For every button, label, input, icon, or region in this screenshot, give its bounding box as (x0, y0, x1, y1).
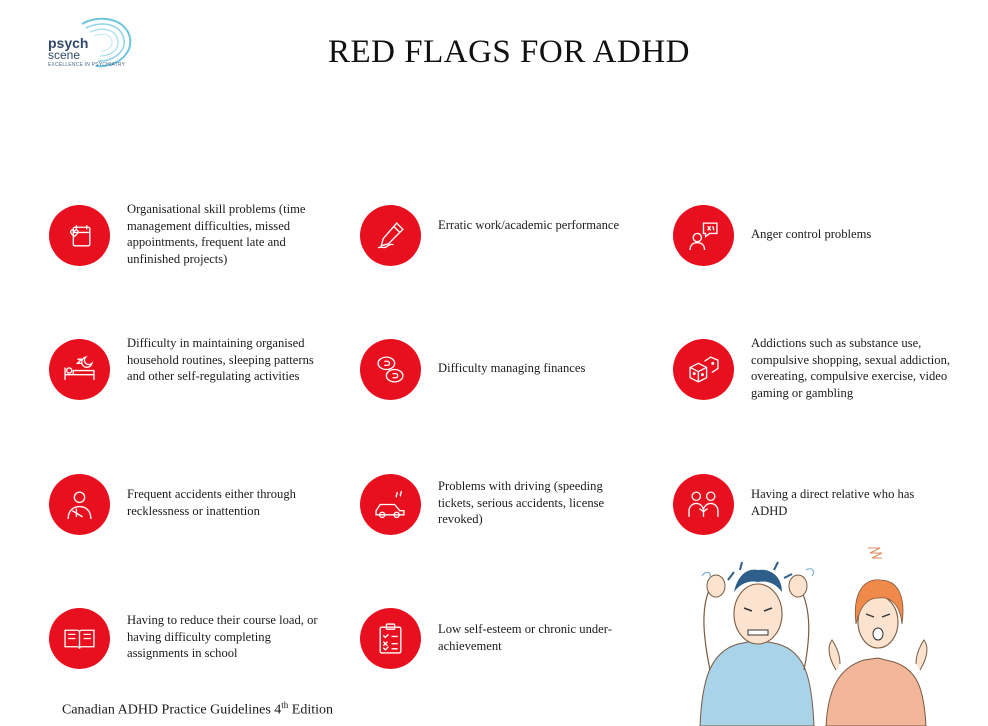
angry-speech-icon (673, 205, 734, 266)
frustrated-people-illustration (688, 540, 948, 726)
calendar-heart-icon (49, 205, 110, 266)
page-title: RED FLAGS FOR ADHD (328, 34, 690, 70)
footer-superscript: th (281, 700, 289, 710)
logo-text-psych: psych (48, 35, 89, 51)
footer-text: Canadian ADHD Practice Guidelines 4 (62, 702, 282, 718)
checklist-icon (360, 608, 421, 669)
item-label-organisational: Organisational skill problems (time management difficulties, missed appointments, frequent late and unfinished projects) (127, 202, 306, 266)
relatives-icon (673, 474, 734, 535)
item-label-self-esteem: Low self-esteem or chronic under-achievement (438, 622, 612, 653)
pencil-scribble-icon (360, 205, 421, 266)
footer-citation (62, 700, 333, 719)
item-label-driving: Problems with driving (speeding tickets, serious accidents, license revoked) (438, 479, 605, 526)
car-crash-icon (360, 474, 421, 535)
item-label-finances: Difficulty managing finances (438, 361, 586, 375)
item-label-erratic-work: Erratic work/academic performance (438, 218, 620, 232)
sleeping-bed-icon (49, 339, 110, 400)
item-label-relative: Having a direct relative who has ADHD (751, 487, 915, 518)
injured-person-icon (49, 474, 110, 535)
logo-tagline: EXCELLENCE IN PSYCHIATRY (48, 62, 126, 68)
coins-icon (360, 339, 421, 400)
item-label-accidents: Frequent accidents either through recklessness or inattention (127, 487, 296, 518)
item-label-household: Difficulty in maintaining organised household routines, sleeping patterns and other self-regulating activities (127, 336, 314, 383)
item-label-anger: Anger control problems (751, 227, 872, 241)
footer-suffix: Edition (288, 702, 334, 718)
open-book-icon (49, 608, 110, 669)
item-label-course-load: Having to reduce their course load, or having difficulty completing assignments in school (127, 613, 318, 660)
item-label-addictions: Addictions such as substance use, compulsive shopping, sexual addiction, overeating, compulsive exercise, video gaming or gambling (751, 336, 951, 400)
logo-text-scene: scene (48, 48, 81, 62)
dice-icon (673, 339, 734, 400)
